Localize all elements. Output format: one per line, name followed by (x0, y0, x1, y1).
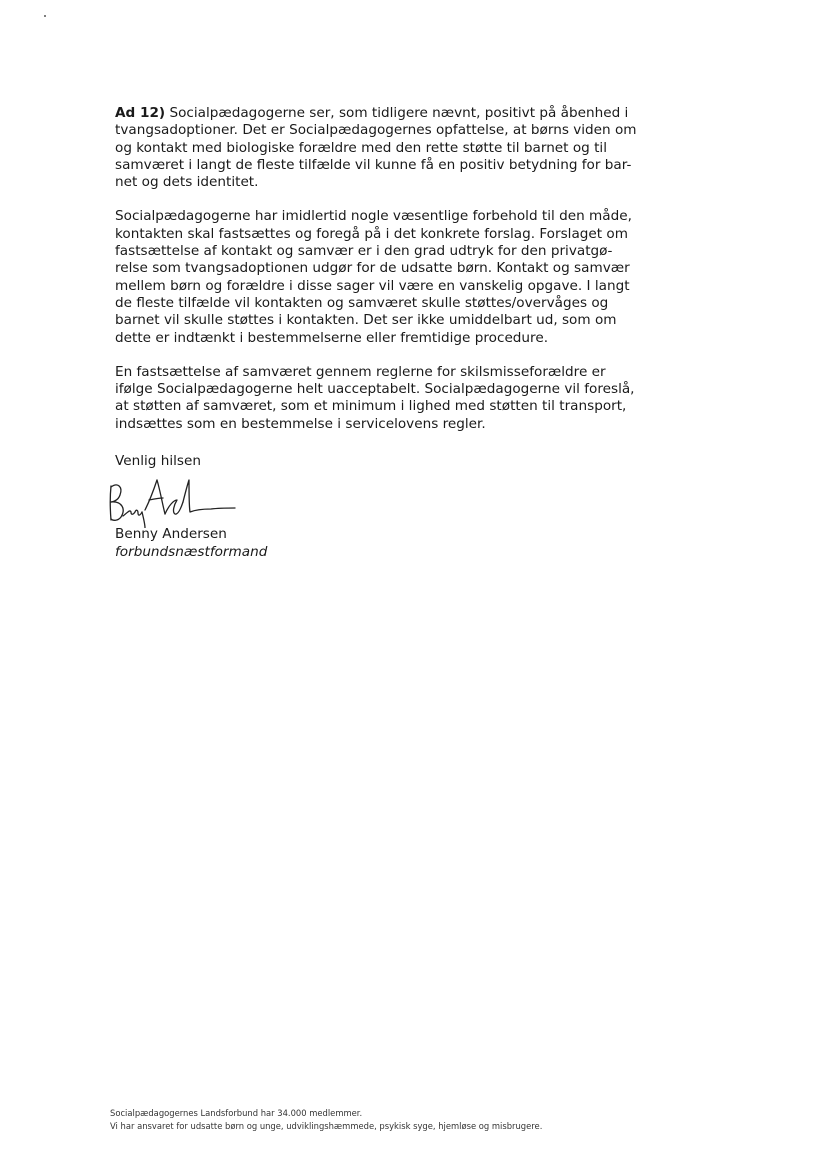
paragraph-line (115, 105, 655, 122)
closing-block (115, 453, 655, 561)
signer-title: forbundsnæstformand (115, 543, 268, 560)
handwritten-signature (101, 476, 241, 528)
scan-speck (44, 15, 46, 17)
letter-body (115, 105, 655, 561)
paragraph-line: samværet i langt de fleste tilfælde vil kunne få en positiv betydning for bar- (115, 156, 632, 173)
paragraph-line: tvangsadoptioner. Det er Socialpædagogernes opfattelse, at børns viden om (115, 122, 637, 139)
signer-name: Benny Andersen (115, 526, 227, 543)
paragraph-line: barnet vil skulle støttes i kontakten. Det ser ikke umiddelbart ud, som om (115, 312, 617, 329)
paragraph-ad-12 (115, 105, 655, 191)
closing-greeting: Venlig hilsen (115, 453, 201, 470)
paragraph-label: Ad 12) (115, 105, 166, 121)
paragraph-line: net og dets identitet. (115, 174, 259, 191)
paragraph-line: En fastsættelse af samværet gennem reglerne for skilsmisseforældre er (115, 363, 606, 380)
paragraph-visitation (115, 364, 655, 433)
paragraph-line: de fleste tilfælde vil kontakten og samværet skulle støttes/overvåges og (115, 294, 609, 311)
paragraph-line: og kontakt med biologiske forældre med den rette støtte til barnet og til (115, 139, 607, 156)
paragraph-line-text: Socialpædagogerne ser, som tidligere nævnt, positivt på åbenhed i (165, 105, 629, 121)
footer-line-members: Socialpædagogernes Landsforbund har 34.000 medlemmer. (110, 1108, 363, 1118)
paragraph-line: Socialpædagogerne har imidlertid nogle væsentlige forbehold til den måde, (115, 208, 632, 225)
paragraph-line: relse som tvangsadoptionen udgør for de udsatte børn. Kontakt og samvær (115, 260, 630, 277)
paragraph-line: kontakten skal fastsættes og foregå på i det konkrete forslag. Forslaget om (115, 225, 628, 242)
paragraph-line: dette er indtænkt i bestemmelserne eller fremtidige procedure. (115, 329, 549, 346)
footer-line-responsibility: Vi har ansvaret for udsatte børn og unge, udviklingshæmmede, psykisk syge, hjemløse og misbrugere. (110, 1121, 543, 1131)
paragraph-line: indsættes som en bestemmelse i servicelovens regler. (115, 415, 486, 432)
page-footer (110, 1107, 542, 1133)
paragraph-line: mellem børn og forældre i disse sager vil være en vanskelig opgave. I langt (115, 277, 630, 294)
paragraph-line: fastsættelse af kontakt og samvær er i den grad udtryk for den privatgø- (115, 243, 613, 260)
paragraph-line: ifølge Socialpædagogerne helt uacceptabelt. Socialpædagogerne vil foreslå, (115, 381, 635, 398)
paragraph-reservations (115, 208, 655, 346)
paragraph-line: at støtten af samværet, som et minimum i lighed med støtten til transport, (115, 398, 627, 415)
